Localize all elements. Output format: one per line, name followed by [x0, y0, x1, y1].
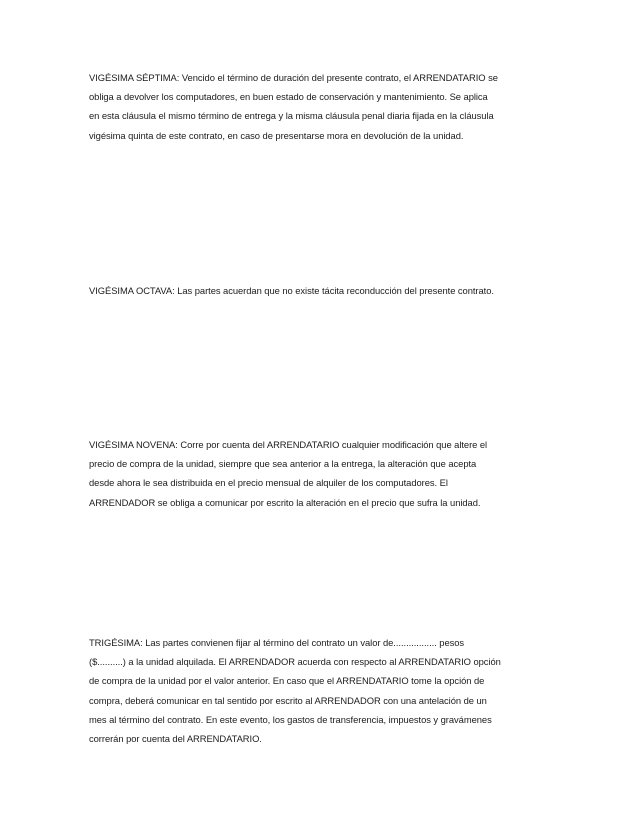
clause-line: vigésima quinta de este contrato, en caso de presentarse mora en devolución de la unidad. [89, 129, 464, 141]
clause-line: VIGÉSIMA NOVENA: Corre por cuenta del ARRENDATARIO cualquier modificación que altere el [89, 439, 488, 450]
clause-vigesima-octava [89, 281, 554, 300]
clause-line: compra, deberá comunicar en tal sentido por escrito al ARRENDADOR con una antelación de un [89, 694, 487, 706]
clause-line: precio de compra de la unidad, siempre que sea anterior a la entrega, la alteración que acepta [89, 458, 477, 470]
clause-line: ARRENDADOR se obliga a comunicar por escrito la alteración en el precio que sufra la unidad. [89, 496, 481, 508]
clause-trigesima [89, 633, 554, 748]
clause-line: correrán por cuenta del ARRENDATARIO. [89, 733, 262, 745]
clause-vigesima-novena [89, 435, 554, 512]
clause-line: VIGÉSIMA SÉPTIMA: Vencido el término de duración del presente contrato, el ARRENDATARIO se [89, 72, 498, 83]
clause-line: desde ahora le sea distribuida en el precio mensual de alquiler de los computadores. El [89, 477, 448, 489]
clause-vigesima-septima [89, 68, 554, 145]
clause-line: en esta cláusula el mismo término de entrega y la misma cláusula penal diaria fijada en la cláusula [89, 110, 494, 122]
clause-line: obliga a devolver los computadores, en buen estado de conservación y mantenimiento. Se aplica [89, 91, 488, 103]
clause-line: VIGÉSIMA OCTAVA: Las partes acuerdan que no existe tácita reconducción del presente contrato. [89, 285, 494, 296]
clause-line: mes al término del contrato. En este evento, los gastos de transferencia, impuestos y gravámenes [89, 713, 492, 725]
clause-line: TRIGÉSIMA: Las partes convienen fijar al término del contrato un valor de................. pesos [89, 637, 465, 648]
clause-line: ($..........) a la unidad alquilada. El ARRENDADOR acuerda con respecto al ARRENDATARIO opción [89, 656, 501, 668]
clause-line: de compra de la unidad por el valor anterior. En caso que el ARRENDATARIO tome la opción de [89, 675, 485, 687]
